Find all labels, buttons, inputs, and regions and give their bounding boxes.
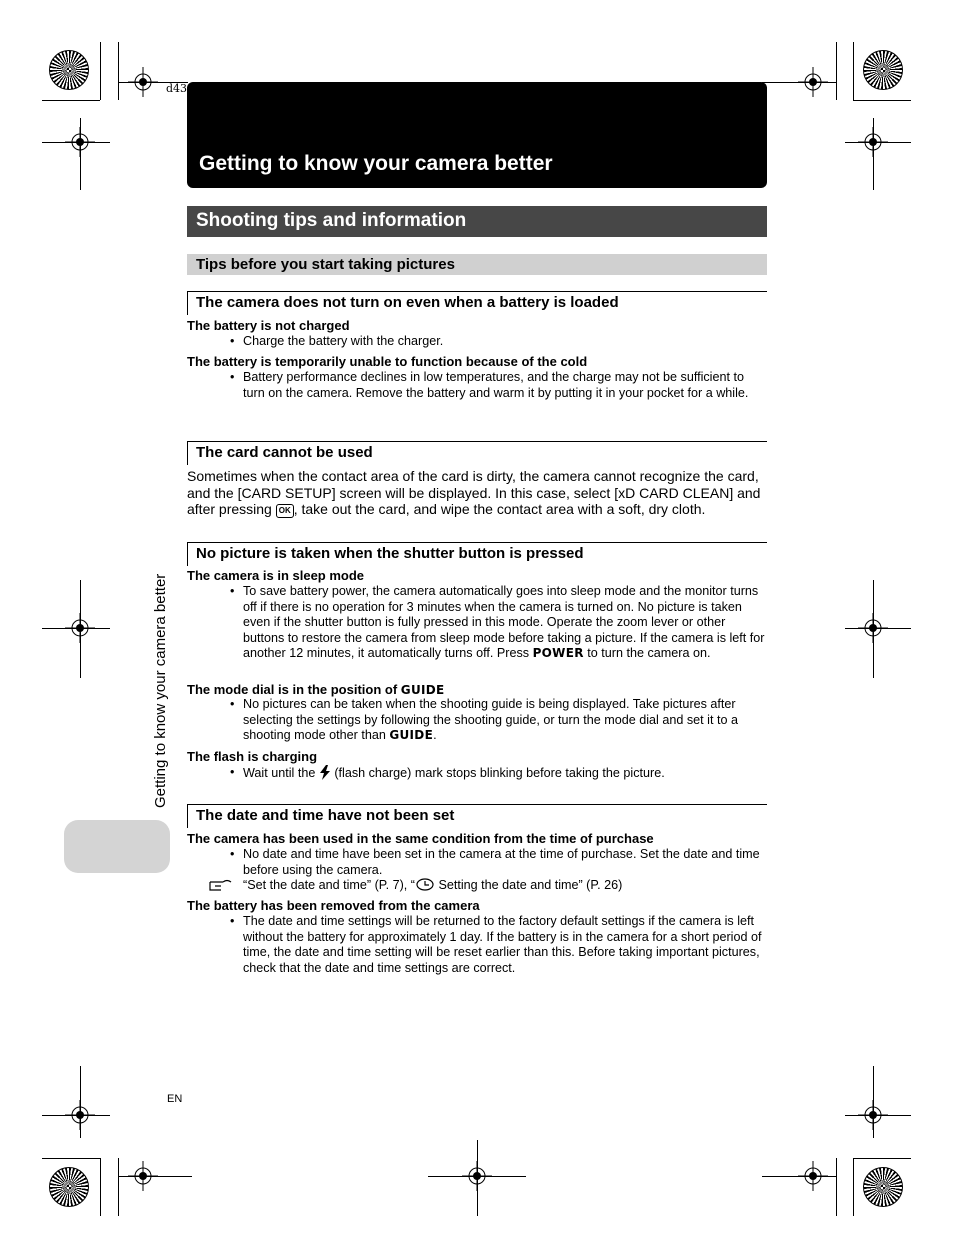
- registration-mark-icon: [65, 127, 95, 157]
- topic-title: The card cannot be used: [196, 444, 373, 461]
- guide-mode-label: GUIDE: [389, 728, 434, 743]
- list-item: • The date and time settings will be returned to the factory default settings if the camera is left without the battery for approximately 1 day. If the battery is in the camera for a short period of time, the date and time setting will be reset earlier than this. Before taking important pictures, check that the date and time settings are correct.: [230, 914, 762, 975]
- ok-button-icon: OK: [276, 504, 294, 518]
- list-item: • Wait until the (flash charge) mark stops blinking before taking the picture.: [230, 765, 665, 780]
- color-target-icon: [863, 1167, 903, 1207]
- registration-mark-icon: [798, 67, 828, 97]
- cause-heading: The flash is charging: [187, 749, 318, 764]
- section-title: Shooting tips and information: [196, 210, 467, 231]
- document-code: d43: [166, 82, 188, 95]
- cause-heading: The mode dial is in the position of GUIDE: [187, 682, 445, 697]
- topic-title: The camera does not turn on even when a battery is loaded: [196, 294, 619, 311]
- topic-heading: [187, 291, 767, 315]
- cause-heading: The battery is not charged: [187, 318, 350, 333]
- registration-mark-icon: [65, 1100, 95, 1130]
- cause-heading: The camera is in sleep mode: [187, 568, 365, 583]
- color-target-icon: [49, 1167, 89, 1207]
- chapter-title: Getting to know your camera better: [199, 152, 553, 175]
- language-label: EN: [167, 1093, 183, 1105]
- subsection-title: Tips before you start taking pictures: [196, 256, 455, 273]
- registration-mark-icon: [858, 613, 888, 643]
- registration-mark-icon: [798, 1161, 828, 1191]
- cause-heading: The camera has been used in the same condition from the time of purchase: [187, 831, 654, 846]
- side-chapter-label: Getting to know your camera better: [152, 573, 169, 808]
- cause-heading: The battery is temporarily unable to function because of the cold: [187, 354, 588, 369]
- registration-mark-icon: [858, 127, 888, 157]
- setup-menu-icon: [415, 878, 435, 891]
- body-paragraph: Sometimes when the contact area of the card is dirty, the camera cannot recognize the card, and the [CARD SETUP] screen will be displayed. In this case, select [xD CARD CLEAN] and after pressing OK , take out the card, and wipe the contact area with a soft, dry cloth.: [187, 468, 761, 518]
- topic-title: The date and time have not been set: [196, 807, 455, 824]
- chapter-thumb-tab: [64, 820, 170, 873]
- list-item: • Battery performance declines in low temperatures, and the charge may not be sufficient to turn on the camera. Remove the battery and warm it by putting it in your pocket for a while.: [230, 370, 749, 400]
- topic-heading: [187, 804, 767, 828]
- cause-heading: The battery has been removed from the camera: [187, 898, 480, 913]
- registration-mark-icon: [65, 613, 95, 643]
- list-item: • To save battery power, the camera automatically goes into sleep mode and the monitor turns off if there is no operation for 3 minutes when the camera is turned on. No picture is taken even if the shutter button is fully pressed in this mode. Operate the zoom lever or other buttons to restore the camera from sleep mode before taking a picture. If the camera is left for another 12 minutes, it automatically turns off. Press POWER to turn the camera on.: [230, 584, 765, 661]
- list-item: • No date and time have been set in the camera at the time of purchase. Set the date and time before using the camera.: [230, 847, 760, 877]
- registration-mark-icon: [128, 67, 158, 97]
- color-target-icon: [863, 50, 903, 90]
- registration-mark-icon: [462, 1161, 492, 1191]
- topic-title: No picture is taken when the shutter button is pressed: [196, 545, 584, 562]
- topic-heading: [187, 441, 767, 465]
- topic-heading: [187, 542, 767, 566]
- registration-mark-icon: [858, 1100, 888, 1130]
- flash-charge-icon: [319, 765, 331, 780]
- power-button-label: POWER: [532, 646, 584, 661]
- registration-mark-icon: [128, 1161, 158, 1191]
- list-item: • No pictures can be taken when the shooting guide is being displayed. Take pictures after selecting the settings by following the shooting guide, or turn the mode dial and set it to a shooting mode other than GUIDE.: [230, 697, 738, 743]
- list-item: • Charge the battery with the charger.: [230, 334, 444, 348]
- cross-reference: “Set the date and time” (P. 7), “ Setting the date and time” (P. 26): [243, 878, 623, 892]
- guide-mode-label: GUIDE: [400, 683, 445, 697]
- color-target-icon: [49, 50, 89, 90]
